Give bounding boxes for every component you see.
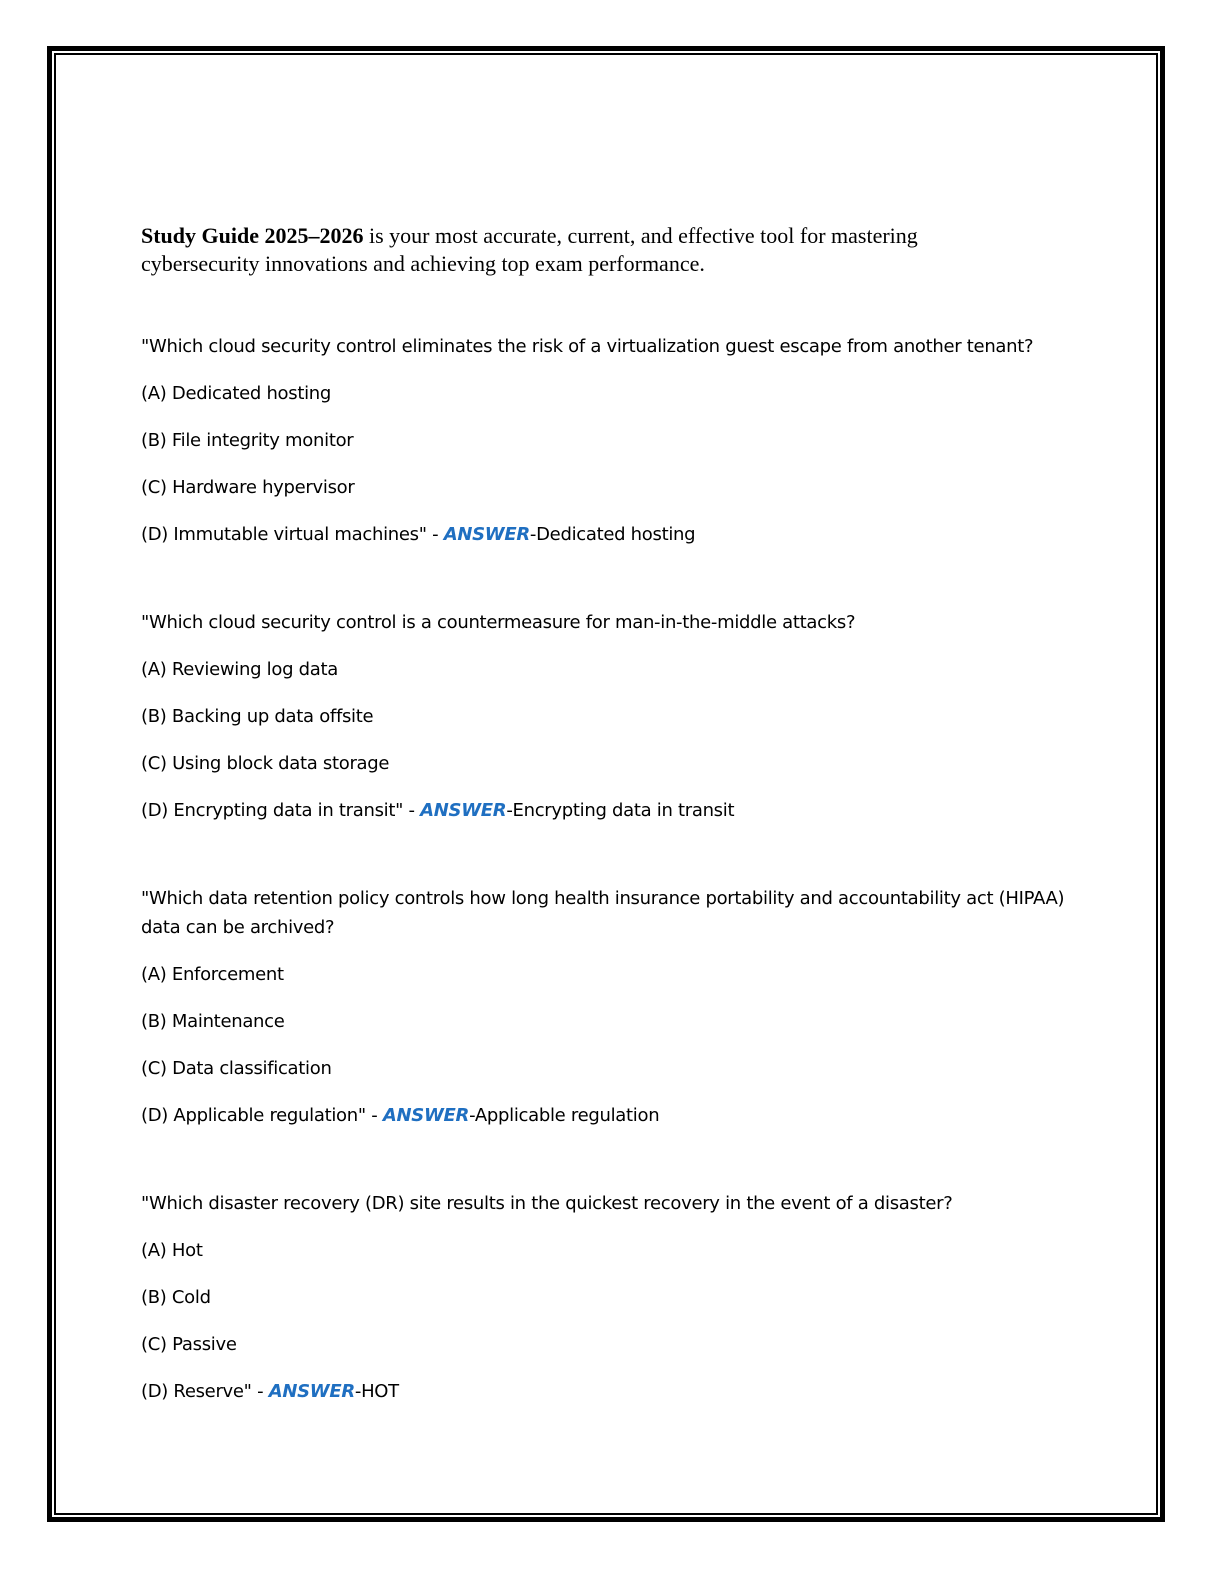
option-d-text: (D) Reserve" - (141, 1381, 269, 1402)
option-d-text: (D) Encrypting data in transit" - (141, 800, 421, 821)
question-text: "Which data retention policy controls how long health insurance portability and accountability act (HIPAA) data can be archived? (141, 888, 1065, 938)
question-text: "Which cloud security control is a countermeasure for man-in-the-middle attacks? (141, 612, 856, 633)
option-b: (B) Cold (141, 1287, 211, 1308)
option-b: (B) Maintenance (141, 1011, 285, 1032)
answer-label: ANSWER (420, 800, 507, 821)
option-d-text: (D) Applicable regulation" - (141, 1105, 383, 1126)
option-a: (A) Hot (141, 1240, 203, 1261)
option-c: (C) Passive (141, 1334, 237, 1355)
option-a: (A) Reviewing log data (141, 659, 338, 680)
question-text: "Which disaster recovery (DR) site results in the quickest recovery in the event of a disaster? (141, 1193, 953, 1214)
answer-text: -HOT (354, 1381, 399, 1402)
answer-label: ANSWER (382, 1105, 470, 1126)
option-a: (A) Dedicated hosting (141, 383, 332, 404)
option-b: (B) File integrity monitor (141, 430, 354, 451)
answer-label: ANSWER (268, 1381, 355, 1402)
option-a: (A) Enforcement (141, 964, 284, 985)
answer-text: -Dedicated hosting (529, 524, 696, 545)
question-block (141, 608, 1071, 825)
option-b: (B) Backing up data offsite (141, 706, 374, 727)
question-block (141, 332, 1071, 549)
question-list (141, 332, 1071, 1465)
answer-text: -Applicable regulation (469, 1105, 660, 1126)
answer-text: -Encrypting data in transit (506, 800, 735, 821)
option-c: (C) Data classification (141, 1058, 332, 1079)
question-block (141, 1189, 1071, 1406)
option-d-text: (D) Immutable virtual machines" - (141, 524, 444, 545)
question-text: "Which cloud security control eliminates the risk of a virtualization guest escape from another tenant? (141, 336, 1034, 357)
option-d (141, 796, 1071, 825)
option-d (141, 1377, 1071, 1406)
intro-paragraph (141, 222, 1041, 278)
option-d (141, 1101, 1071, 1130)
option-c: (C) Hardware hypervisor (141, 477, 355, 498)
option-c: (C) Using block data storage (141, 753, 390, 774)
question-block (141, 884, 1071, 1130)
answer-label: ANSWER (443, 524, 530, 545)
option-d (141, 520, 1071, 549)
intro-title: Study Guide 2025–2026 (141, 223, 364, 248)
intro-text: is your most accurate, current, and effective tool for mastering cybersecurity innovations and achieving top exam performance. (141, 223, 918, 276)
